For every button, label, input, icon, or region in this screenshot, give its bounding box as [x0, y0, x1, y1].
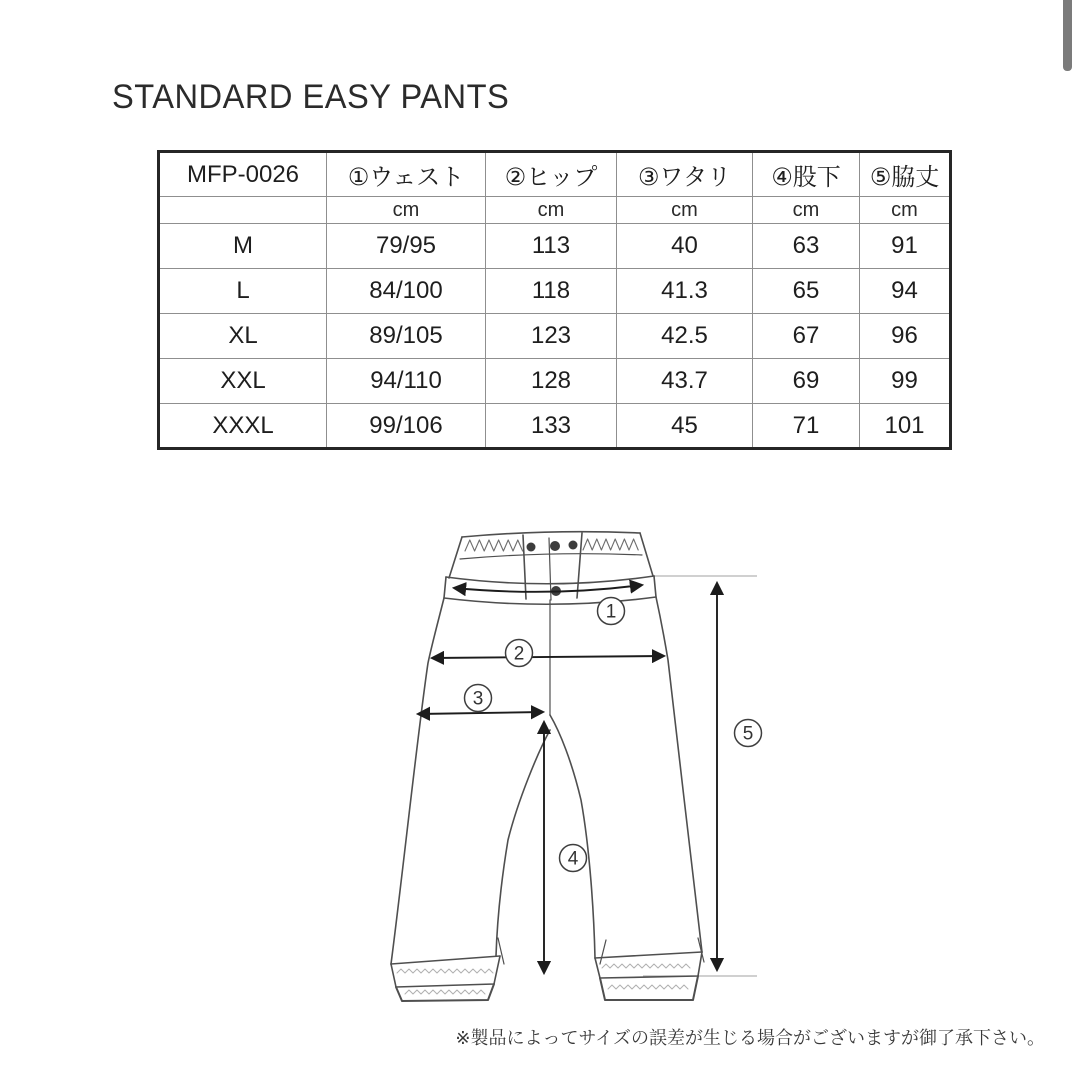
value-cell: 99/106 [327, 404, 486, 449]
table-row [159, 404, 951, 449]
size-label: XXXL [159, 404, 327, 449]
value-cell: 41.3 [617, 269, 753, 314]
reference-lines [643, 576, 757, 976]
left-outer-seam [391, 577, 446, 964]
value-cell: 113 [486, 224, 617, 269]
value-cell: 65 [753, 269, 860, 314]
table-row [159, 224, 951, 269]
marker-4 [560, 845, 587, 872]
value-cell: 96 [860, 314, 951, 359]
value-cell: 71 [753, 404, 860, 449]
unit-cell: cm [486, 197, 617, 224]
value-cell: 94 [860, 269, 951, 314]
value-cell: 128 [486, 359, 617, 404]
left-cuff [391, 956, 500, 1001]
arrow-hip [432, 656, 664, 658]
table-row [159, 359, 951, 404]
svg-text:2: 2 [513, 643, 525, 665]
marker-3 [465, 685, 492, 712]
size-label: M [159, 224, 327, 269]
value-cell: 79/95 [327, 224, 486, 269]
size-label: XL [159, 314, 327, 359]
arrow-thigh [418, 712, 543, 714]
value-cell: 118 [486, 269, 617, 314]
scrollbar-thumb[interactable] [1063, 0, 1072, 71]
cuff-rib-line [602, 964, 690, 968]
value-cell: 69 [753, 359, 860, 404]
waistband-elastic-zigzag [465, 540, 523, 551]
value-cell: 123 [486, 314, 617, 359]
hem-ticks [498, 938, 704, 964]
marker-2 [506, 640, 533, 667]
col-header-hip: ②ヒップ [486, 152, 617, 197]
value-cell: 133 [486, 404, 617, 449]
size-label: XXL [159, 359, 327, 404]
marker-5 [735, 720, 762, 747]
value-cell: 91 [860, 224, 951, 269]
waistband [449, 532, 653, 578]
unit-cell-empty [159, 197, 327, 224]
fly-buttons [527, 541, 578, 597]
waistband-elastic-zigzag [583, 539, 638, 550]
value-cell: 101 [860, 404, 951, 449]
unit-cell: cm [753, 197, 860, 224]
value-cell: 40 [617, 224, 753, 269]
unit-cell: cm [617, 197, 753, 224]
marker-1 [598, 598, 625, 625]
cuff-rib-line [397, 969, 493, 973]
col-header-waist: ①ウェスト [327, 152, 486, 197]
col-header-inseam: ④股下 [753, 152, 860, 197]
left-inseam [496, 730, 550, 956]
value-cell: 89/105 [327, 314, 486, 359]
table-row [159, 314, 951, 359]
col-header-thigh: ③ワタリ [617, 152, 753, 197]
value-cell: 45 [617, 404, 753, 449]
page-title: STANDARD EASY PANTS [112, 78, 510, 116]
size-tolerance-footnote: ※製品によってサイズの誤差が生じる場合がございますが御了承下さい。 [455, 1028, 1045, 1048]
value-cell: 42.5 [617, 314, 753, 359]
value-cell: 67 [753, 314, 860, 359]
svg-text:4: 4 [567, 848, 579, 870]
value-cell: 94/110 [327, 359, 486, 404]
pants-measurement-diagram [380, 500, 800, 1020]
unit-cell: cm [860, 197, 951, 224]
table-row [159, 269, 951, 314]
value-cell: 63 [753, 224, 860, 269]
size-label: L [159, 269, 327, 314]
right-outer-seam [654, 576, 702, 952]
col-header-side-length: ⑤脇丈 [860, 152, 951, 197]
value-cell: 43.7 [617, 359, 753, 404]
product-code: MFP-0026 [159, 152, 327, 197]
svg-text:1: 1 [605, 601, 617, 623]
cuff-rib-line [608, 985, 688, 989]
value-cell: 99 [860, 359, 951, 404]
unit-row [159, 197, 951, 224]
pants-outline [391, 532, 704, 1001]
cuff-rib-line [405, 990, 485, 994]
svg-text:5: 5 [742, 723, 754, 745]
svg-text:3: 3 [472, 688, 484, 710]
measurement-arrows [418, 583, 717, 973]
table-header-row [159, 152, 951, 197]
value-cell: 84/100 [327, 269, 486, 314]
unit-cell: cm [327, 197, 486, 224]
right-inseam [550, 715, 595, 958]
size-table [157, 150, 952, 450]
arrow-waist [454, 585, 642, 592]
